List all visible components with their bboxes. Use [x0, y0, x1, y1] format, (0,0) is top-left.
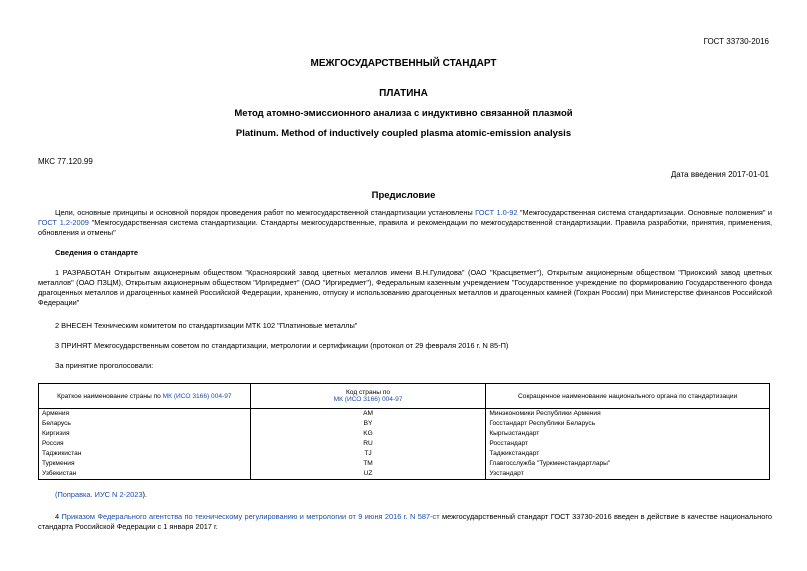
country-cell: Россия [39, 439, 251, 449]
item-2-submitted: 2 ВНЕСЕН Техническим комитетом по стандартизации МТК 102 "Платиновые металлы" [55, 321, 358, 330]
country-cell: Беларусь [39, 419, 251, 429]
intro-text-3: "Межгосударственная система стандартизации. Стандарты межгосударственные, правила и рекомендации по межгосударственной стандартизации. Правила разработки, принятия, применения, обновления и отмены" [38, 218, 772, 237]
code-cell: AM [250, 409, 486, 420]
code-cell: RU [250, 439, 486, 449]
country-cell: Узбекистан [39, 469, 251, 480]
intro-paragraph [38, 208, 772, 238]
body-cell: Таджикстандарт [486, 449, 770, 459]
amendment-close: ). [142, 490, 147, 499]
body-cell: Главгосслужба "Туркменстандартлары" [486, 459, 770, 469]
subtitle-russian: Метод атомно-эмиссионного анализа с индуктивно связанной плазмой [234, 108, 573, 119]
mks-classification: МКС 77.120.99 [38, 157, 93, 166]
gost-1-0-link[interactable]: ГОСТ 1.0-92 [475, 208, 518, 217]
amendment-link[interactable]: Поправка. ИУС N 2-2023 [57, 490, 143, 499]
preface-heading: Предисловие [371, 190, 436, 201]
voting-countries-table [38, 383, 770, 480]
amendment-open: ( [55, 490, 58, 499]
code-cell: UZ [250, 469, 486, 480]
amendment-note [55, 490, 147, 499]
table-row [39, 429, 770, 439]
header-country: Краткое наименование страны по МК (ИСО 3166) 004-97 [39, 384, 251, 409]
table-row [39, 439, 770, 449]
item-1-developed: 1 РАЗРАБОТАН Открытым акционерным обществом "Красноярский завод цветных металлов имени В.Н.Гулидова" (ОАО "Красцветмет"), Открытым акционерным обществом "Приокский завод цветных металлов" (ОАО ПЗЦМ), Открытым акционерным обществом "Иргиредмет" (ОАО "Иргиредмет"), Федеральным казенным учреждением "Государственное учреждение по формированию Государственного фонда драгоценных металлов и драгоценных камней Российской Федерации, хранению, отпуску и использованию драгоценных металлов и драгоценных камней (Гохран России) при Министерстве финансов Российской Федерации" [38, 268, 772, 307]
document-code: ГОСТ 33730-2016 [703, 37, 769, 46]
body-cell: Росстандарт [486, 439, 770, 449]
body-cell: Госстандарт Республики Беларусь [486, 419, 770, 429]
header-body: Сокращенное наименование национального органа по стандартизации [486, 384, 770, 409]
body-cell: Кыргызстандарт [486, 429, 770, 439]
country-cell: Таджикистан [39, 449, 251, 459]
mk-iso-link[interactable]: МК (ИСО 3166) 004-97 [333, 396, 403, 403]
item-4-number: 4 [55, 512, 62, 521]
about-standard-heading: Сведения о стандарте [55, 248, 139, 257]
table-header-row [39, 384, 770, 409]
item-3-adopted: 3 ПРИНЯТ Межгосударственным советом по стандартизации, метрологии и сертификации (протокол от 29 февраля 2016 г. N 85-П) [55, 341, 509, 350]
voted-label: За принятие проголосовали: [55, 361, 154, 370]
code-cell: KG [250, 429, 486, 439]
country-cell: Армения [39, 409, 251, 420]
gost-1-2-link[interactable]: ГОСТ 1.2-2009 [38, 218, 89, 227]
table-row [39, 469, 770, 480]
mk-iso-link[interactable]: МК (ИСО 3166) 004-97 [162, 392, 232, 400]
material-title: ПЛАТИНА [379, 88, 428, 99]
intro-text-1: Цели, основные принципы и основной порядок проведения работ по межгосударственной стандартизации установлены [55, 208, 476, 217]
code-cell: BY [250, 419, 486, 429]
introduction-date: Дата введения 2017-01-01 [670, 170, 769, 179]
table-row [39, 409, 770, 420]
standard-title: МЕЖГОСУДАРСТВЕННЫЙ СТАНДАРТ [310, 58, 497, 69]
country-cell: Киргизия [39, 429, 251, 439]
item-4-text: межгосударственный стандарт ГОСТ 33730-2016 введен в действие в качестве национального стандарта Российской Федерации с 1 января 2017 г. [38, 512, 773, 531]
body-cell: Минэкономики Республики Армения [486, 409, 770, 420]
table-row [39, 459, 770, 469]
code-cell: TM [250, 459, 486, 469]
order-link[interactable]: Приказом Федерального агентства по техническому регулированию и метрологии от 9 июня 2016 г. N 587-ст [61, 512, 440, 521]
intro-text-2: "Межгосударственная система стандартизации. Основные положения" и [517, 208, 773, 217]
code-cell: TJ [250, 449, 486, 459]
table-row [39, 449, 770, 459]
body-cell: Узстандарт [486, 469, 770, 480]
country-cell: Туркмения [39, 459, 251, 469]
header-code: Код страны по МК (ИСО 3166) 004-97 [250, 384, 486, 409]
item-4-enacted [38, 512, 772, 532]
subtitle-english: Platinum. Method of inductively coupled plasma atomic-emission analysis [235, 128, 572, 139]
table-row [39, 419, 770, 429]
